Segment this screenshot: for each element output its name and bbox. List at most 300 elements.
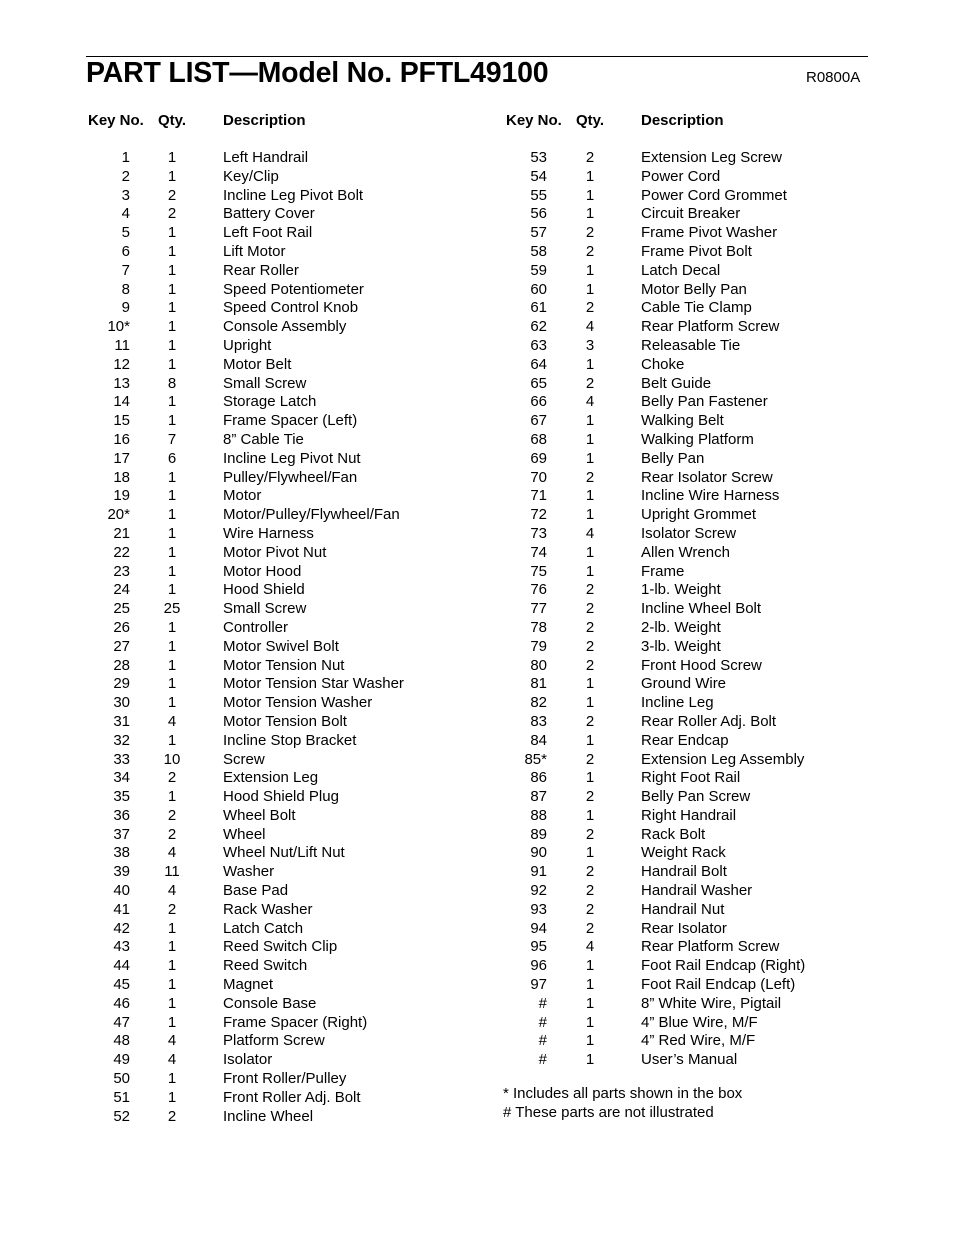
part-qty: 1 (585, 844, 595, 862)
part-description: 8” White Wire, Pigtail (641, 994, 782, 1012)
part-description: Incline Wire Harness (641, 487, 780, 505)
part-description: Incline Wheel (223, 1107, 314, 1125)
part-qty: 1 (585, 487, 595, 505)
part-row (503, 506, 883, 525)
part-description: Rack Washer (223, 900, 313, 918)
part-key-no: 94 (530, 919, 547, 937)
part-description: 8” Cable Tie (223, 430, 304, 448)
part-row (86, 243, 496, 262)
part-description: Belly Pan Screw (641, 788, 751, 806)
part-description: Rear Platform Screw (641, 318, 780, 336)
part-description: Right Handrail (641, 806, 737, 824)
part-description: Speed Control Knob (223, 299, 359, 317)
part-description: Platform Screw (223, 1032, 325, 1050)
part-qty: 1 (167, 412, 177, 430)
part-key-no: 3 (121, 186, 130, 204)
part-qty: 1 (167, 149, 177, 166)
part-description: Console Base (223, 994, 317, 1012)
part-key-no: 96 (530, 957, 547, 975)
part-row (86, 769, 496, 788)
part-qty: 1 (585, 355, 595, 373)
part-key-no: # (538, 1013, 547, 1031)
part-row (86, 299, 496, 318)
part-description: Reed Switch (223, 957, 308, 975)
part-qty: 1 (167, 167, 177, 185)
part-row (86, 393, 496, 412)
part-row (86, 1108, 496, 1127)
part-row (503, 431, 883, 450)
part-key-no: 16 (113, 430, 130, 448)
header-description: Description (223, 112, 306, 129)
part-row (86, 638, 496, 657)
part-key-no: 84 (530, 731, 547, 749)
part-row (503, 356, 883, 375)
part-description: Extension Leg Screw (641, 149, 782, 166)
part-row (86, 356, 496, 375)
part-description: Motor Tension Bolt (223, 712, 347, 730)
part-description: Latch Catch (223, 919, 304, 937)
part-description: Choke (641, 355, 685, 373)
part-qty: 1 (585, 280, 595, 298)
part-row (503, 487, 883, 506)
part-row (503, 826, 883, 845)
part-description: Hood Shield Plug (223, 788, 339, 806)
part-row (86, 1070, 496, 1089)
part-row (503, 412, 883, 431)
part-key-no: 80 (530, 656, 547, 674)
part-row (503, 393, 883, 412)
part-key-no: 65 (530, 374, 547, 392)
part-qty: 1 (585, 769, 595, 787)
part-row (503, 224, 883, 243)
part-description: User’s Manual (641, 1051, 738, 1069)
part-qty: 1 (167, 675, 177, 693)
part-key-no: 13 (113, 374, 130, 392)
part-description: Wheel Nut/Lift Nut (223, 844, 345, 862)
part-description: Console Assembly (223, 318, 347, 336)
part-description: 3-lb. Weight (641, 637, 721, 655)
part-key-no: 19 (113, 487, 130, 505)
part-row (86, 1051, 496, 1070)
part-row (503, 901, 883, 920)
part-description: Upright (223, 336, 272, 354)
part-row (86, 168, 496, 187)
part-row (503, 243, 883, 262)
part-row (86, 281, 496, 300)
part-qty: 2 (585, 468, 595, 486)
part-row (503, 844, 883, 863)
part-qty: 2 (585, 299, 595, 317)
part-row (503, 450, 883, 469)
part-key-no: 83 (530, 712, 547, 730)
part-description: Belly Pan (641, 449, 705, 467)
part-qty: 1 (167, 280, 177, 298)
part-qty: 1 (167, 562, 177, 580)
part-key-no: 11 (114, 336, 130, 354)
part-key-no: 49 (113, 1051, 130, 1069)
part-description: 2-lb. Weight (641, 618, 721, 636)
part-description: Frame Pivot Washer (641, 224, 778, 242)
parts-list-left (86, 149, 496, 1126)
part-qty: 4 (585, 318, 595, 336)
part-qty: 1 (167, 1088, 177, 1106)
part-key-no: 39 (113, 863, 130, 881)
part-qty: 10 (163, 750, 181, 768)
part-qty: 1 (585, 994, 595, 1012)
part-qty: 2 (585, 600, 595, 618)
part-key-no: 15 (113, 412, 130, 430)
part-description: Incline Wheel Bolt (641, 600, 762, 618)
part-row (503, 713, 883, 732)
part-qty: 2 (585, 656, 595, 674)
part-key-no: 24 (113, 581, 130, 599)
part-key-no: 38 (113, 844, 130, 862)
part-key-no: 28 (113, 656, 130, 674)
part-description: Extension Leg Assembly (641, 750, 805, 768)
part-qty: 1 (167, 487, 177, 505)
part-row (503, 544, 883, 563)
part-key-no: 81 (530, 675, 547, 693)
part-qty: 2 (585, 882, 595, 900)
part-description: Rear Roller Adj. Bolt (641, 712, 777, 730)
part-description: Rear Platform Screw (641, 938, 780, 956)
part-key-no: 55 (530, 186, 547, 204)
part-description: Wire Harness (223, 524, 314, 542)
part-qty: 1 (167, 731, 177, 749)
part-row (503, 187, 883, 206)
part-qty: 1 (167, 618, 177, 636)
part-qty: 2 (167, 1107, 177, 1125)
part-row (503, 957, 883, 976)
part-row (86, 657, 496, 676)
part-key-no: 21 (113, 524, 130, 542)
part-key-no: 60 (530, 280, 547, 298)
part-qty: 2 (585, 618, 595, 636)
part-description: Walking Platform (641, 430, 754, 448)
part-row (86, 694, 496, 713)
part-row (86, 826, 496, 845)
part-qty: 4 (167, 712, 177, 730)
part-key-no: 52 (113, 1107, 130, 1125)
part-key-no: 64 (530, 355, 547, 373)
part-key-no: # (538, 1032, 547, 1050)
part-row (503, 281, 883, 300)
part-qty: 7 (167, 430, 177, 448)
part-key-no: 76 (530, 581, 547, 599)
part-key-no: 75 (530, 562, 547, 580)
part-qty: 2 (167, 205, 177, 223)
part-key-no: 9 (121, 299, 130, 317)
part-qty: 25 (163, 600, 181, 618)
part-row (503, 657, 883, 676)
part-row (86, 995, 496, 1014)
header-key-no: Key No. (506, 112, 562, 129)
part-key-no: 95 (530, 938, 547, 956)
part-description: Frame Spacer (Right) (223, 1013, 368, 1031)
part-key-no: 41 (113, 900, 130, 918)
part-qty: 1 (585, 261, 595, 279)
part-key-no: 79 (530, 637, 547, 655)
part-key-no: 66 (530, 393, 547, 411)
part-description: Motor Hood (223, 562, 302, 580)
part-key-no: 85* (524, 750, 547, 768)
part-row (503, 863, 883, 882)
part-key-no: 91 (530, 863, 547, 881)
page-title: PART LIST—Model No. PFTL49100 (86, 57, 549, 89)
part-qty: 1 (167, 637, 177, 655)
part-row (86, 788, 496, 807)
part-description: Foot Rail Endcap (Left) (641, 976, 796, 994)
header-key-no: Key No. (88, 112, 144, 129)
part-key-no: 32 (113, 731, 130, 749)
part-description: Incline Leg Pivot Bolt (223, 186, 364, 204)
part-key-no: 54 (530, 167, 547, 185)
part-row (86, 149, 496, 168)
part-description: Battery Cover (223, 205, 315, 223)
part-row (86, 1032, 496, 1051)
part-row (503, 976, 883, 995)
part-row (86, 563, 496, 582)
part-row (86, 487, 496, 506)
part-qty: 1 (167, 694, 177, 712)
part-key-no: 20* (107, 506, 130, 524)
part-key-no: 97 (530, 976, 547, 994)
part-description: Rear Roller (223, 261, 299, 279)
part-key-no: 18 (113, 468, 130, 486)
part-qty: 1 (585, 1051, 595, 1069)
part-description: Motor Tension Star Washer (223, 675, 404, 693)
part-row (503, 600, 883, 619)
parts-list-right (503, 149, 883, 1070)
part-key-no: 47 (113, 1013, 130, 1031)
part-qty: 2 (167, 825, 177, 843)
part-qty: 1 (585, 412, 595, 430)
part-key-no: 27 (113, 637, 130, 655)
part-qty: 8 (167, 374, 177, 392)
part-row (503, 1032, 883, 1051)
part-qty: 1 (167, 581, 177, 599)
part-qty: 1 (167, 543, 177, 561)
part-row (503, 262, 883, 281)
part-key-no: 56 (530, 205, 547, 223)
part-qty: 1 (585, 1013, 595, 1031)
part-key-no: 7 (121, 261, 130, 279)
part-description: Incline Leg (641, 694, 714, 712)
part-qty: 2 (585, 863, 595, 881)
part-description: Extension Leg (223, 769, 319, 787)
part-qty: 1 (167, 506, 177, 524)
part-description: Motor Belly Pan (641, 280, 747, 298)
part-qty: 2 (585, 581, 595, 599)
part-description: Incline Leg Pivot Nut (223, 449, 361, 467)
part-description: Screw (223, 750, 265, 768)
part-qty: 1 (585, 1032, 595, 1050)
part-qty: 1 (585, 506, 595, 524)
part-qty: 4 (585, 524, 595, 542)
part-description: Motor Swivel Bolt (223, 637, 339, 655)
part-row (503, 1051, 883, 1070)
part-key-no: 58 (530, 242, 547, 260)
part-row (503, 882, 883, 901)
part-row (86, 938, 496, 957)
part-key-no: 86 (530, 769, 547, 787)
part-description: Belly Pan Fastener (641, 393, 768, 411)
part-description: Belt Guide (641, 374, 712, 392)
part-description: Handrail Washer (641, 882, 753, 900)
part-description: 4” Red Wire, M/F (641, 1032, 756, 1050)
part-description: Front Roller/Pulley (223, 1070, 347, 1088)
part-row (503, 788, 883, 807)
part-qty: 1 (167, 468, 177, 486)
footnote-not-illustrated: # These parts are not illustrated (503, 1103, 714, 1121)
part-qty: 1 (167, 919, 177, 937)
column-header (86, 112, 496, 134)
part-row (86, 957, 496, 976)
part-key-no: 93 (530, 900, 547, 918)
part-description: Incline Stop Bracket (223, 731, 357, 749)
part-description: Speed Potentiometer (223, 280, 364, 298)
part-description: Front Hood Screw (641, 656, 762, 674)
part-key-no: 45 (113, 976, 130, 994)
part-key-no: 26 (113, 618, 130, 636)
part-description: Storage Latch (223, 393, 317, 411)
part-row (86, 469, 496, 488)
part-row (86, 506, 496, 525)
part-qty: 1 (585, 675, 595, 693)
part-key-no: 48 (113, 1032, 130, 1050)
part-description: Rear Endcap (641, 731, 729, 749)
part-key-no: 30 (113, 694, 130, 712)
part-key-no: 43 (113, 938, 130, 956)
part-description: Releasable Tie (641, 336, 741, 354)
part-qty: 1 (167, 976, 177, 994)
part-row (86, 844, 496, 863)
part-key-no: 6 (121, 242, 130, 260)
part-row (86, 450, 496, 469)
part-row (86, 1089, 496, 1108)
part-key-no: 14 (113, 393, 130, 411)
part-key-no: 8 (121, 280, 130, 298)
part-description: Base Pad (223, 882, 289, 900)
part-key-no: 89 (530, 825, 547, 843)
part-key-no: 2 (121, 167, 130, 185)
part-row (86, 807, 496, 826)
part-key-no: 62 (530, 318, 547, 336)
part-qty: 1 (167, 788, 177, 806)
part-row (86, 525, 496, 544)
part-key-no: 82 (530, 694, 547, 712)
part-description: Left Foot Rail (223, 224, 313, 242)
part-description: Ground Wire (641, 675, 727, 693)
part-key-no: 5 (121, 224, 130, 242)
part-row (503, 938, 883, 957)
part-row (503, 525, 883, 544)
part-key-no: 35 (113, 788, 130, 806)
part-row (86, 318, 496, 337)
part-key-no: 71 (530, 487, 547, 505)
part-row (86, 544, 496, 563)
part-row (503, 675, 883, 694)
part-qty: 1 (585, 205, 595, 223)
part-description: Rear Isolator Screw (641, 468, 773, 486)
document-code: R0800A (806, 69, 861, 86)
part-row (503, 337, 883, 356)
part-row (86, 581, 496, 600)
part-key-no: # (538, 994, 547, 1012)
part-key-no: 69 (530, 449, 547, 467)
header-description: Description (641, 112, 724, 129)
part-qty: 1 (585, 731, 595, 749)
part-row (86, 412, 496, 431)
part-qty: 2 (167, 186, 177, 204)
part-qty: 1 (167, 336, 177, 354)
part-row (503, 149, 883, 168)
part-qty: 2 (167, 900, 177, 918)
part-description: Small Screw (223, 600, 307, 618)
part-qty: 1 (167, 656, 177, 674)
part-row (86, 713, 496, 732)
part-qty: 1 (167, 1070, 177, 1088)
part-qty: 3 (585, 336, 595, 354)
part-description: Power Cord Grommet (641, 186, 787, 204)
part-row (503, 469, 883, 488)
header-qty: Qty. (576, 112, 605, 129)
part-description: Motor/Pulley/Flywheel/Fan (223, 506, 400, 524)
part-description: Isolator Screw (641, 524, 737, 542)
part-description: Handrail Nut (641, 900, 725, 918)
part-qty: 1 (167, 355, 177, 373)
part-qty: 1 (167, 299, 177, 317)
part-row (503, 299, 883, 318)
part-row (503, 920, 883, 939)
part-description: Motor (223, 487, 262, 505)
part-row (503, 694, 883, 713)
part-row (503, 581, 883, 600)
part-key-no: 33 (113, 750, 130, 768)
part-description: Weight Rack (641, 844, 726, 862)
part-qty: 1 (167, 994, 177, 1012)
part-description: Motor Pivot Nut (223, 543, 327, 561)
part-qty: 2 (585, 712, 595, 730)
part-description: Motor Tension Washer (223, 694, 373, 712)
header-qty: Qty. (158, 112, 187, 129)
part-key-no: 59 (530, 261, 547, 279)
parts-column-right (503, 112, 883, 1070)
part-key-no: 87 (530, 788, 547, 806)
part-key-no: 17 (113, 449, 130, 467)
part-qty: 1 (585, 186, 595, 204)
part-key-no: 29 (113, 675, 130, 693)
part-qty: 1 (585, 806, 595, 824)
part-row (503, 751, 883, 770)
column-header (503, 112, 883, 134)
part-description: Frame Spacer (Left) (223, 412, 358, 430)
part-key-no: 31 (113, 712, 130, 730)
part-row (86, 882, 496, 901)
part-qty: 11 (164, 863, 180, 881)
parts-column-left (86, 112, 496, 1126)
part-qty: 2 (585, 900, 595, 918)
part-row (86, 751, 496, 770)
part-key-no: 1 (121, 149, 130, 166)
part-key-no: 12 (113, 355, 130, 373)
part-description: Controller (223, 618, 289, 636)
part-description: Rear Isolator (641, 919, 727, 937)
part-description: Motor Tension Nut (223, 656, 345, 674)
part-qty: 2 (167, 769, 177, 787)
part-key-no: 44 (113, 957, 130, 975)
part-description: Hood Shield (223, 581, 305, 599)
